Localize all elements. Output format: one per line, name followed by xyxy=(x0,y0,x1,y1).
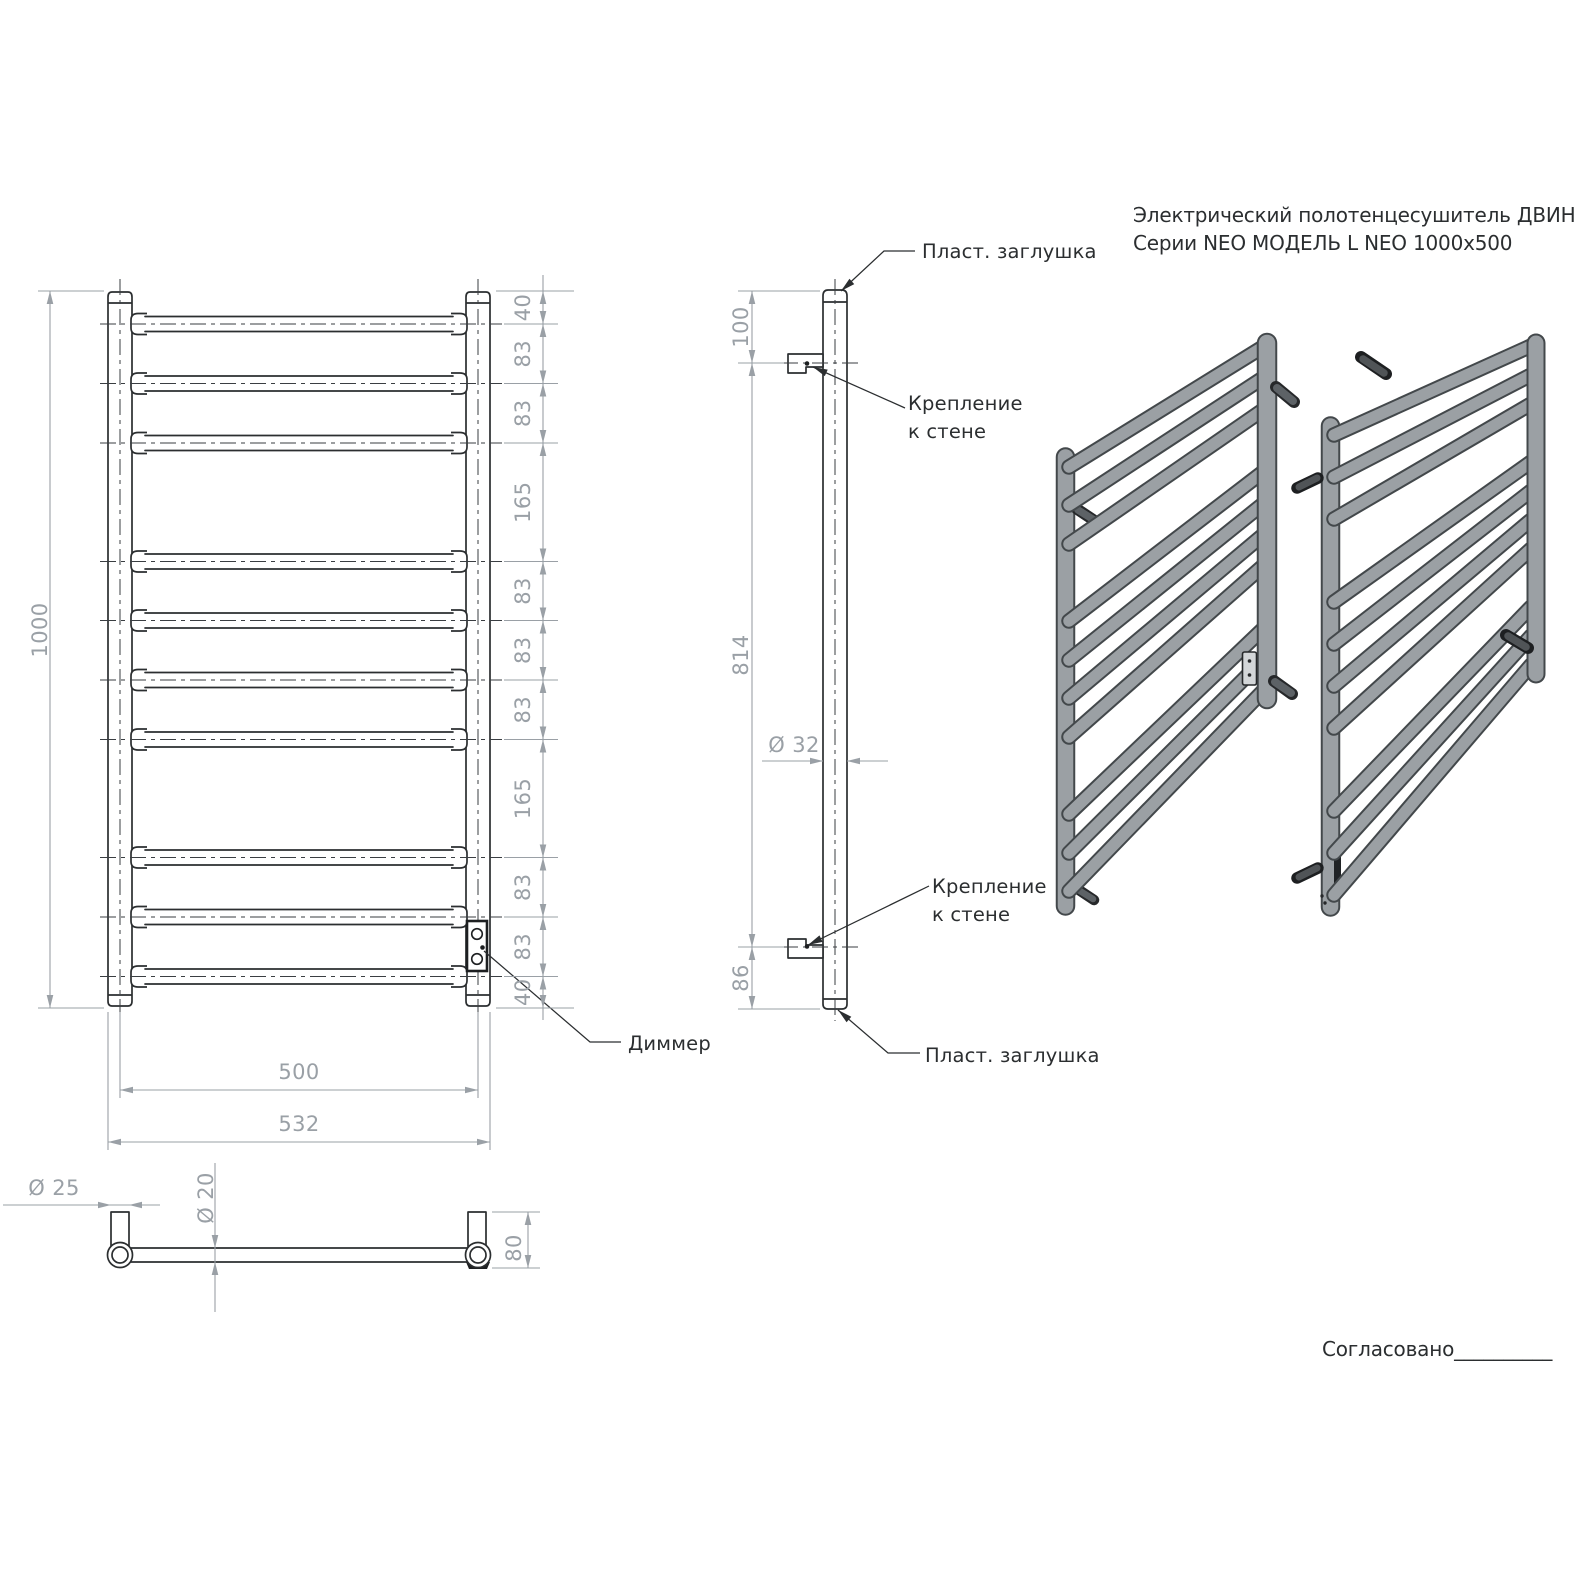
dim-chain-4: 83 xyxy=(511,577,535,605)
title-block xyxy=(1133,203,1575,255)
bottom-left-tube-section xyxy=(108,1243,133,1268)
dim-bottom-tube-dia: Ø 25 xyxy=(28,1176,80,1200)
dim-mount-span: 814 xyxy=(729,634,753,676)
plastic-cap-top-label: Пласт. заглушка xyxy=(922,240,1097,263)
plastic-cap-bottom-leader xyxy=(836,1007,920,1053)
side-tube xyxy=(823,279,847,1021)
wall-mount-bottom-label-1: Крепление xyxy=(932,875,1047,898)
dim-chain-2: 83 xyxy=(511,399,535,428)
dim-depth: 80 xyxy=(502,1234,526,1262)
dimmer-box xyxy=(467,921,487,971)
front-dimensions xyxy=(28,275,574,1150)
dim-top-offset: 100 xyxy=(729,306,753,348)
dim-width-overall: 532 xyxy=(278,1112,320,1136)
bottom-right-tube-section xyxy=(466,1243,491,1270)
dim-chain-3: 165 xyxy=(511,481,535,523)
iso-front-dimmer xyxy=(1243,652,1257,685)
iso-view-back xyxy=(1297,343,1536,907)
bottom-rung xyxy=(131,1248,467,1262)
plastic-cap-bottom-label: Пласт. заглушка xyxy=(925,1044,1100,1067)
side-dimensions xyxy=(729,291,888,1009)
dim-chain-0: 40 xyxy=(511,293,535,322)
dim-bottom-offset: 86 xyxy=(729,964,753,992)
wall-mount-bottom-label-2: к стене xyxy=(932,903,1011,926)
wall-mount-top-label-1: Крепление xyxy=(908,392,1023,415)
title-line-2: Серии NEO МОДЕЛЬ L NEO 1000x500 xyxy=(1133,231,1513,255)
iso-view-front xyxy=(1066,343,1295,906)
bottom-dimensions xyxy=(3,1163,540,1312)
iso-back-rungs xyxy=(1334,346,1531,895)
side-view xyxy=(782,240,1100,1067)
dim-chain-6: 83 xyxy=(511,695,535,724)
dimmer-leader xyxy=(484,951,621,1042)
wall-mount-top-leader xyxy=(812,364,905,408)
dim-height: 1000 xyxy=(28,602,52,658)
approval-line: Согласовано__________ xyxy=(1322,1337,1553,1361)
dim-rung-dia: Ø 20 xyxy=(194,1172,218,1224)
dim-chain-7: 165 xyxy=(511,777,535,820)
dim-chain-5: 83 xyxy=(511,636,535,665)
dim-chain-10: 40 xyxy=(511,978,535,1007)
front-centerlines xyxy=(100,279,502,1019)
iso-front-rungs xyxy=(1069,347,1263,891)
title-line-1: Электрический полотенцесушитель ДВИН xyxy=(1133,203,1576,227)
front-view xyxy=(100,279,711,1055)
bottom-view xyxy=(108,1212,491,1269)
dim-chain-8: 83 xyxy=(511,873,535,902)
wall-mount-top-label-2: к стене xyxy=(908,420,987,443)
dim-chain-1: 83 xyxy=(511,339,535,368)
front-rungs xyxy=(131,314,467,988)
dim-width-centers: 500 xyxy=(278,1060,320,1084)
dim-chain-9: 83 xyxy=(511,932,535,961)
dim-tube-dia: Ø 32 xyxy=(768,733,820,757)
dimmer-label: Диммер xyxy=(628,1032,711,1055)
wall-mount-bottom-leader xyxy=(806,886,929,948)
plastic-cap-top-leader xyxy=(839,251,915,294)
